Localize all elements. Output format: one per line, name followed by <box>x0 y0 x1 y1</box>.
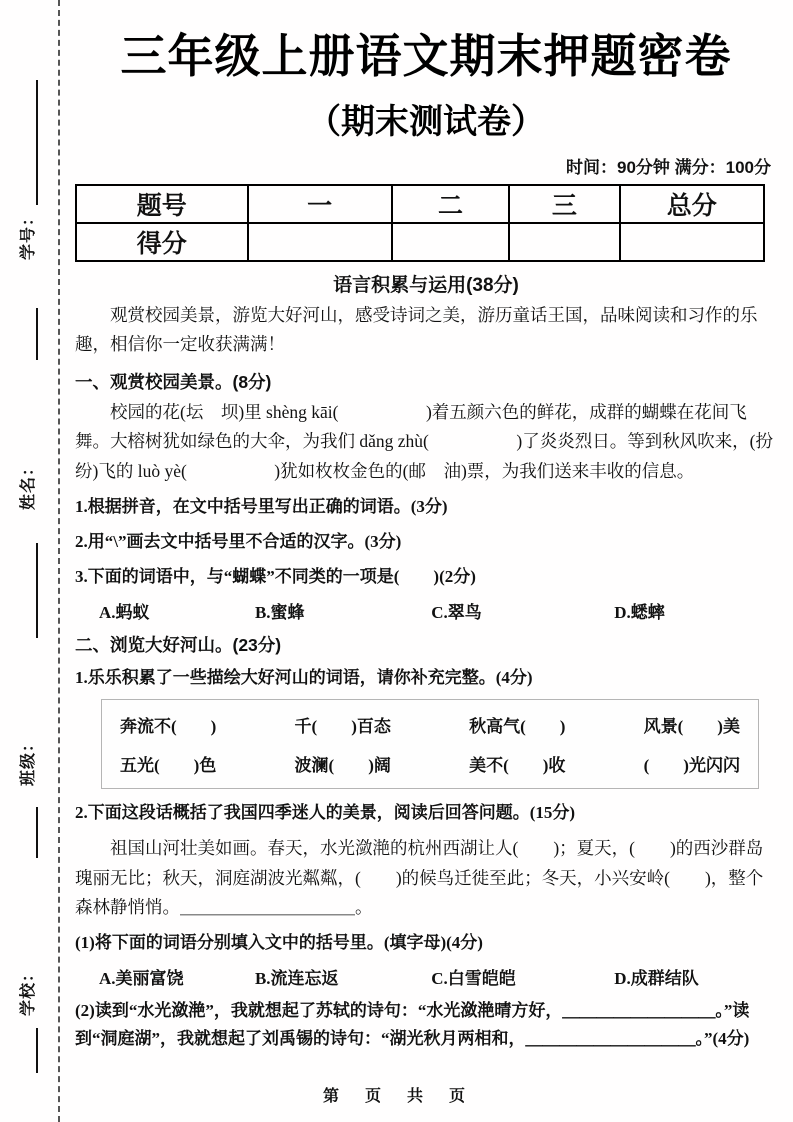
score-table-header-cell: 题号 <box>76 185 248 223</box>
idiom-item: 风景( )美 <box>643 717 740 737</box>
idiom-row <box>120 712 740 737</box>
part1-question-1: 1.根据拼音，在文中括号里写出正确的词语。(3分) <box>75 496 448 516</box>
sidebar-label-student-number <box>4 202 48 266</box>
score-cell-empty <box>509 223 619 261</box>
score-table <box>75 184 765 262</box>
page-footer: 第 页 共 页 <box>322 1088 470 1105</box>
part1-question-2: 2.用“\”画去文中括号里不合适的汉字。(3分) <box>75 532 402 551</box>
score-table-header-cell: 二 <box>392 185 509 223</box>
part1-passage: 校园的花(坛 坝)里 shèng kāi( )着五颜六色的鲜花，成群的蝴蝶在花间飞舞。大榕树犹如绿色的大伞，为我们 dǎng zhù( )了炎炎烈日。等到秋风吹来，(扮 纷)飞的 luò yè( )犹如枚枚金色的(邮 油)票，为我们送来丰收的信息。 <box>75 401 791 481</box>
option-b: B.流连忘返 <box>254 969 339 989</box>
fill-in-line <box>36 807 38 858</box>
score-table-header-cell: 三 <box>509 185 619 223</box>
page-subtitle: （期末测试卷） <box>307 103 545 141</box>
exam-meta: 时间：90分钟 满分：100分 <box>566 158 771 177</box>
part2-q2-sub2: (2)读到“水光潋滟”，我就想起了苏轼的诗句：“水光潋滟晴方好，＿＿＿＿＿＿＿＿＿。”读到“洞庭湖”，我就想起了刘禹锡的诗句：“湖光秋月两相和，＿＿＿＿＿＿＿＿＿＿。”(4分) <box>75 1001 750 1049</box>
score-table-score-row <box>76 223 764 261</box>
part1-question-3: 3.下面的词语中，与“蝴蝶”不同类的一项是( )(2分) <box>75 567 476 587</box>
class-label: 班级： <box>19 734 37 786</box>
idiom-item: 五光( )色 <box>120 756 217 776</box>
idiom-item: 美不( )收 <box>469 756 566 776</box>
fill-in-line <box>36 543 38 638</box>
sidebar-label-name <box>4 452 48 516</box>
score-cell-empty <box>248 223 392 261</box>
score-table-header-row <box>76 185 764 223</box>
idiom-row <box>120 751 740 776</box>
fill-in-line <box>36 308 38 360</box>
sidebar-label-class <box>4 728 48 792</box>
score-row-label: 得分 <box>76 223 248 261</box>
part1-q3-options <box>75 598 777 623</box>
sidebar-label-school <box>4 958 48 1022</box>
binding-margin <box>0 0 60 1122</box>
student-number-label: 学号： <box>19 208 37 260</box>
score-table-header-cell: 总分 <box>620 185 764 223</box>
option-c: C.翠鸟 <box>431 603 482 623</box>
part2-heading: 二、浏览大好河山。(23分) <box>75 635 282 656</box>
idiom-item: 波澜( )阔 <box>294 756 391 776</box>
idiom-fill-box <box>101 699 759 789</box>
score-cell-empty <box>620 223 764 261</box>
part2-sub1-options <box>75 964 777 989</box>
fill-in-line <box>36 80 38 205</box>
option-c: C.白雪皑皑 <box>431 969 516 989</box>
school-label: 学校： <box>19 964 37 1016</box>
part2-question-1: 1.乐乐积累了一些描绘大好河山的词语，请你补充完整。(4分) <box>75 668 533 688</box>
option-d: D.蟋蟀 <box>614 603 665 623</box>
fill-in-line <box>36 1028 38 1073</box>
idiom-item: 千( )百态 <box>294 717 391 737</box>
name-label: 姓名： <box>19 458 37 510</box>
main-content <box>75 0 791 1061</box>
option-a: A.美丽富饶 <box>99 969 184 989</box>
option-a: A.蚂蚁 <box>99 603 150 623</box>
part2-q2-sub1: (1)将下面的词语分别填入文中的括号里。(填字母)(4分) <box>75 933 483 953</box>
idiom-item: 奔流不( ) <box>120 717 217 737</box>
page-title: 三年级上册语文期末押题密卷 <box>120 30 732 82</box>
section-banner: 语言积累与运用(38分) <box>333 275 519 296</box>
part2-passage: 祖国山河壮美如画。春天，水光潋滟的杭州西湖让人( )；夏天，( )的西沙群岛瑰丽无比；秋天，洞庭湖波光粼粼，( )的候鸟迁徙至此；冬天，小兴安岭( )，整个森林静悄悄。＿＿＿＿＿＿＿＿＿＿。 <box>75 838 764 917</box>
option-d: D.成群结队 <box>614 969 699 989</box>
score-cell-empty <box>392 223 509 261</box>
option-b: B.蜜蜂 <box>254 603 305 623</box>
part2-question-2: 2.下面这段话概括了我国四季迷人的美景，阅读后回答问题。(15分) <box>75 803 576 823</box>
idiom-item: 秋高气( ) <box>469 717 566 737</box>
idiom-item: ( )光闪闪 <box>643 756 740 776</box>
intro-paragraph: 观赏校园美景，游览大好河山，感受诗词之美，游历童话王国，品味阅读和习作的乐趣，相信你一定收获满满！ <box>75 305 758 355</box>
score-table-header-cell: 一 <box>248 185 392 223</box>
part1-heading: 一、观赏校园美景。(8分) <box>75 371 272 392</box>
